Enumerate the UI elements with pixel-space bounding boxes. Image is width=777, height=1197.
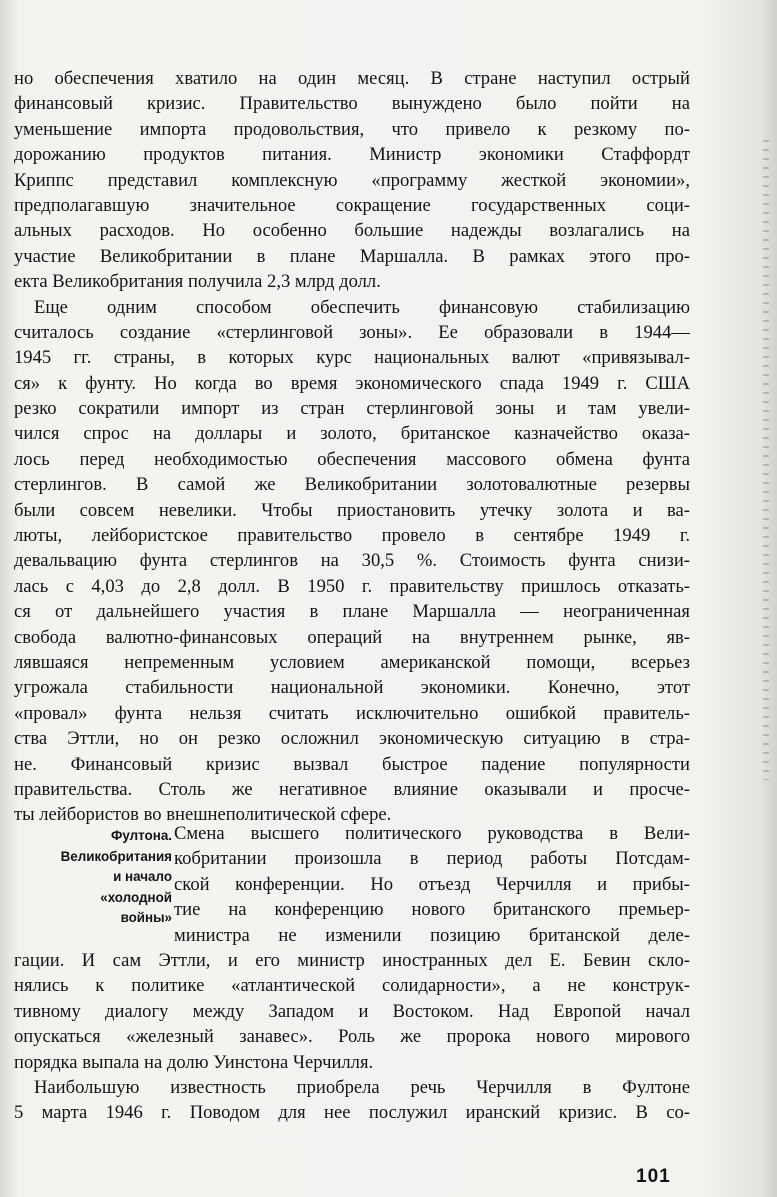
text-line: нялись к политике «атлантической солидарности», а не конструк- <box>14 975 690 997</box>
text-line: 1945 гг. страны, в которых курс национальных валют «привязывал- <box>14 347 690 369</box>
text-line: тивному диалогу между Западом и Востоком. Над Европой начал <box>14 1000 690 1022</box>
text-line: предполагавшую значительное сокращение государственных соци- <box>14 194 690 216</box>
text-line: свобода валютно-финансовых операций на внутреннем рынке, яв- <box>14 626 690 648</box>
text-line: уменьшение импорта продовольствия, что привело к резкому по- <box>14 118 690 140</box>
marginal-heading-line: Великобритания <box>60 848 172 864</box>
page-number: 101 <box>636 1166 671 1187</box>
text-line: альных расходов. Но особенно большие надежды возлагались на <box>14 220 690 242</box>
text-line: Еще одним способом обеспечить финансовую стабилизацию <box>34 296 690 318</box>
text-line: лась с 4,03 до 2,8 долл. В 1950 г. правительству пришлось отказать- <box>14 575 690 597</box>
text-line: угрожала стабильности национальной экономики. Конечно, этот <box>14 677 690 699</box>
text-line: считалось создание «стерлинговой зоны». Ее образовали в 1944— <box>14 321 690 343</box>
text-line: екта Великобритания получила 2,3 млрд долл. <box>14 271 381 293</box>
text-line: порядка выпала на долю Уинстона Черчилля. <box>14 1051 374 1073</box>
text-line: правительства. Столь же негативное влияние оказывали и просче- <box>14 778 690 800</box>
text-line: дорожанию продуктов питания. Министр экономики Стаффордт <box>14 144 690 166</box>
text-line: Криппс представил комплексную «программу жесткой экономии», <box>14 169 690 191</box>
marginal-heading-line: «холодной <box>100 889 172 905</box>
paragraph-2 <box>14 295 690 828</box>
text-line: стерлингов. В самой же Великобритании золотовалютные резервы <box>14 474 690 496</box>
text-line: Наибольшую известность приобрела речь Черчилля в Фултоне <box>34 1076 690 1098</box>
paragraph-1 <box>14 66 690 295</box>
marginal-heading-line: Фултона. <box>110 828 172 843</box>
text-line: ства Эттли, но он резко осложнил экономическую ситуацию в стра- <box>14 728 690 750</box>
text-line: кобритании произошла в период работы Потсдам- <box>174 848 690 870</box>
text-line: люты, лейбористское правительство провело в сентябре 1949 г. <box>14 525 690 547</box>
text-line: «провал» фунта нельзя считать исключительно ошибкой правитель- <box>14 702 690 724</box>
text-line: ся» к фунту. Но когда во время экономического спада 1949 г. США <box>14 372 690 394</box>
text-line: министра не изменили позицию британской деле- <box>174 924 690 946</box>
text-line: ской конференции. Но отъезд Черчилля и прибы- <box>174 873 690 895</box>
text-line: были совсем невелики. Чтобы приостановить утечку золота и ва- <box>14 499 690 521</box>
text-line: резко сократили импорт из стран стерлинговой зоны и там увели- <box>14 398 690 420</box>
scan-edge-noise <box>763 140 769 780</box>
text-line: девальвацию фунта стерлингов на 30,5 %. Стоимость фунта снизи- <box>14 550 690 572</box>
text-line: 5 марта 1946 г. Поводом для нее послужил иранский кризис. В со- <box>14 1102 690 1124</box>
marginal-heading-line: и начало <box>113 869 172 885</box>
text-line: чился спрос на доллары и золото, британское казначейство оказа- <box>14 423 690 445</box>
text-line: тие на конференцию нового британского премьер- <box>174 899 690 921</box>
text-line: участие Великобритании в плане Маршалла. В рамках этого про- <box>14 245 690 267</box>
text-line: не. Финансовый кризис вызвал быстрое падение популярности <box>14 753 690 775</box>
text-line: лявшаяся непременным условием американской помощи, всерьез <box>14 651 690 673</box>
text-line: опускаться «железный занавес». Роль же пророка нового мирового <box>14 1026 690 1048</box>
text-line: ся от дальнейшего участия в плане Маршалла — неограниченная <box>14 601 690 623</box>
text-line: но обеспечения хватило на один месяц. В стране наступил острый <box>14 68 690 89</box>
marginal-heading-line: войны» <box>120 910 172 926</box>
text-line: гации. И сам Эттли, и его министр иностранных дел Е. Бевин скло- <box>14 949 690 971</box>
text-line: финансовый кризис. Правительство вынуждено было пойти на <box>14 93 690 115</box>
text-line: Смена высшего политического руководства в Вели- <box>174 823 690 844</box>
text-line: ты лейбористов во внешнеполитической сфере. <box>14 804 392 826</box>
body-text <box>14 66 690 828</box>
section-text <box>14 821 690 1126</box>
text-line: лось перед необходимостью обеспечения массового обмена фунта <box>14 448 690 470</box>
